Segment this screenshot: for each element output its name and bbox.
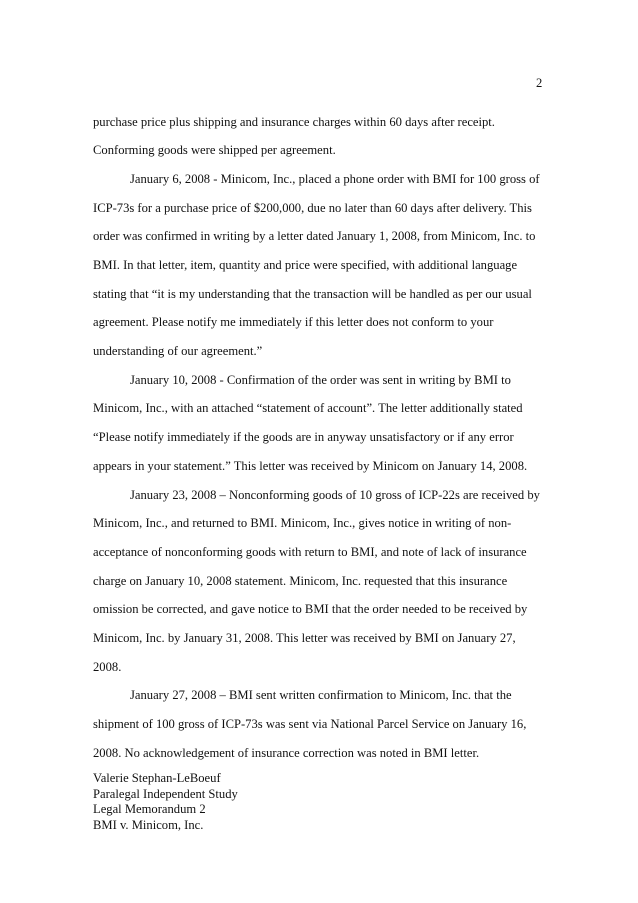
body-line: charge on January 10, 2008 statement. Minicom, Inc. requested that this insurance — [93, 574, 508, 588]
body-line: omission be corrected, and gave notice to BMI that the order needed to be received by — [93, 602, 528, 616]
body-line: stating that “it is my understanding that the transaction will be handled as per our usual — [93, 287, 532, 301]
body-line: Conforming goods were shipped per agreement. — [93, 143, 336, 157]
footer-author: Valerie Stephan-LeBoeuf — [93, 771, 221, 785]
body-line: BMI. In that letter, item, quantity and price were specified, with additional language — [93, 258, 518, 272]
body-line: purchase price plus shipping and insurance charges within 60 days after receipt. — [93, 115, 495, 129]
body-line: ICP-73s for a purchase price of $200,000, due no later than 60 days after delivery. This — [93, 201, 532, 215]
body-line: agreement. Please notify me immediately if this letter does not conform to your — [93, 315, 494, 329]
footer-document: Legal Memorandum 2 — [93, 802, 206, 817]
paragraph-first-line: January 6, 2008 - Minicom, Inc., placed a phone order with BMI for 100 gross of — [130, 172, 540, 186]
footer-case: BMI v. Minicom, Inc. — [93, 817, 204, 832]
paragraph-first-line: January 23, 2008 – Nonconforming goods of 10 gross of ICP-22s are received by — [130, 488, 540, 502]
body-line: understanding of our agreement.” — [93, 344, 263, 358]
body-line: Minicom, Inc. by January 31, 2008. This letter was received by BMI on January 27, — [93, 631, 516, 645]
body-line: shipment of 100 gross of ICP-73s was sent via National Parcel Service on January 16, — [93, 717, 527, 731]
footer — [93, 771, 238, 833]
body-line: acceptance of nonconforming goods with return to BMI, and note of lack of insurance — [93, 545, 527, 559]
page-number: 2 — [536, 76, 543, 90]
body-line: 2008. — [93, 660, 122, 674]
footer-course: Paralegal Independent Study — [93, 786, 238, 801]
body-line: 2008. No acknowledgement of insurance correction was noted in BMI letter. — [93, 746, 480, 760]
body-line: “Please notify immediately if the goods are in anyway unsatisfactory or if any error — [93, 430, 514, 444]
body-line: Minicom, Inc., with an attached “statement of account”. The letter additionally stated — [93, 401, 523, 415]
body-line: appears in your statement.” This letter was received by Minicom on January 14, 2008. — [93, 459, 528, 473]
body-line: order was confirmed in writing by a letter dated January 1, 2008, from Minicom, Inc. to — [93, 229, 536, 243]
paragraph-first-line: January 10, 2008 - Confirmation of the order was sent in writing by BMI to — [130, 373, 511, 387]
paragraph-first-line: January 27, 2008 – BMI sent written confirmation to Minicom, Inc. that the — [130, 688, 512, 702]
body-line: Minicom, Inc., and returned to BMI. Minicom, Inc., gives notice in writing of non- — [93, 516, 512, 530]
